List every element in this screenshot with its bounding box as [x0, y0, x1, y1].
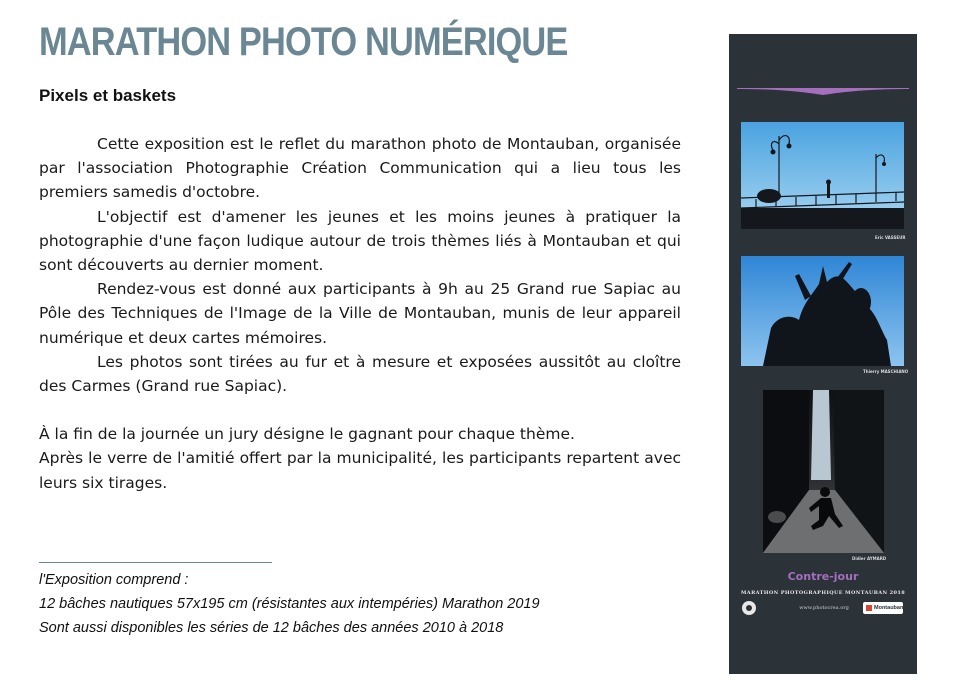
exposition-item: Sont aussi disponibles les séries de 12 bâches des années 2010 à 2018: [39, 620, 504, 636]
banner-photo-street: [763, 390, 884, 553]
paragraph-objective: L'objectif est d'amener les jeunes et les moins jeunes à pratiquer la photographie d'une façon ludique autour de trois thèmes liés à Montauban et qui sont découverts au dernier moment.: [39, 207, 681, 275]
series-title: Contre-jour: [787, 570, 859, 583]
description-text: [39, 132, 681, 495]
section-divider: [39, 562, 272, 563]
exhibition-banner: [729, 34, 917, 674]
paragraph-intro: Cette exposition est le reflet du marathon photo de Montauban, organisée par l'association Photographie Création Communication qui a lieu tous les premiers samedis d'octobre.: [39, 135, 681, 202]
paragraph-meeting: Rendez-vous est donné aux participants à 9h au 25 Grand rue Sapiac au Pôle des Techniques de l'Image de la Ville de Montauban, munis de leur appareil numérique et deux cartes mémoires.: [39, 280, 681, 347]
city-logo-mark: [866, 605, 872, 611]
paragraph-display: Les photos sont tirées au fur et à mesure et exposées aussitôt au cloître des Carmes (Grand rue Sapiac).: [39, 352, 681, 396]
photo-credit: Didier AYMARD: [852, 556, 887, 561]
city-logo-text: Montauban: [874, 605, 904, 611]
banner-photo-bridge: [741, 122, 904, 229]
photo-credit: Eric VASSEUR: [875, 235, 906, 240]
city-logo: [863, 602, 903, 614]
series-subtitle: MARATHON PHOTOGRAPHIQUE MONTAUBAN 2018: [740, 590, 906, 596]
banner-photo-statue: [741, 256, 904, 366]
exposition-heading: l'Exposition comprend :: [39, 572, 189, 588]
photo-credit: Thierry MASCHIANO: [863, 369, 909, 374]
exposition-item: 12 bâches nautiques 57x195 cm (résistantes aux intempéries) Marathon 2019: [39, 596, 540, 612]
page-title: MARATHON PHOTO NUMÉRIQUE: [39, 20, 568, 64]
paragraph-jury: À la fin de la journée un jury désigne le gagnant pour chaque thème.: [39, 425, 575, 444]
website-url: www.photocrea.org: [799, 605, 849, 611]
paragraph-closing: Après le verre de l'amitié offert par la municipalité, les participants repartent avec leurs six tirages.: [39, 449, 681, 492]
banner-accent-line: [737, 86, 909, 98]
exposition-details: [39, 570, 540, 642]
association-logo: [742, 601, 756, 615]
page-subtitle: Pixels et baskets: [39, 86, 177, 105]
